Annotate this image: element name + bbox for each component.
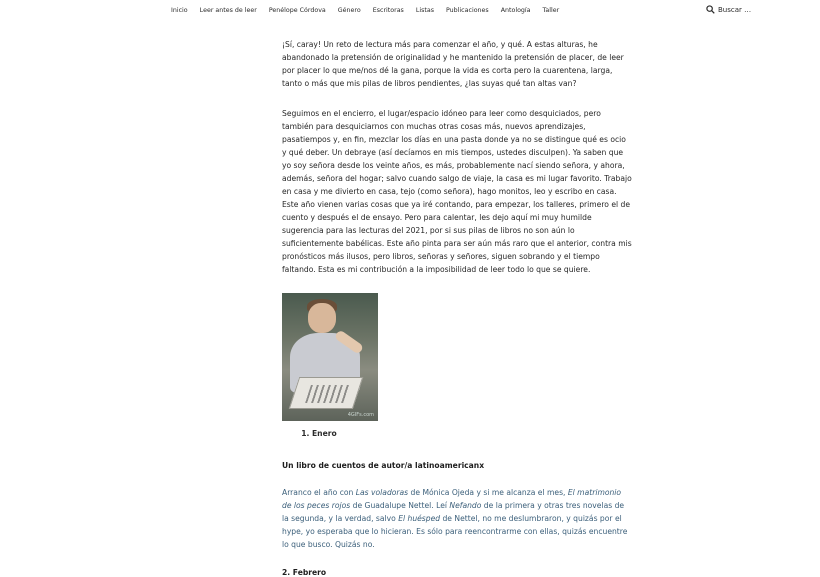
gif-head-shape bbox=[308, 303, 336, 333]
gif-book-lines bbox=[305, 385, 351, 403]
text-segment: de Guadalupe Nettel. Leí bbox=[350, 501, 450, 510]
book-title: El matrimonio de los peces rojos bbox=[282, 488, 622, 510]
text-segment: de Mónica Ojeda y si me alcanza el mes, bbox=[408, 488, 568, 497]
section-heading: Un libro de cuentos de autor/a latinoamericanx bbox=[282, 461, 485, 470]
nav-item-inicio[interactable]: Inicio bbox=[171, 7, 188, 14]
text-segment: de la primera y otras tres novelas de la segunda, y la verdad, salvo bbox=[282, 501, 625, 523]
top-navigation bbox=[0, 0, 820, 22]
nav-item-listas[interactable]: Listas bbox=[415, 7, 434, 14]
book-title: Nefando bbox=[449, 501, 482, 510]
gif-watermark: 4GIFs.com bbox=[347, 412, 374, 418]
text-segment: de Nettel, no me deslumbraron, y quizás por el hype, yo esperaba que lo hicieran. Es sólo para reencontrarme con ellas, quizás encuentre lo que busco. Quizás no. bbox=[282, 514, 628, 549]
book-title: El huésped bbox=[398, 514, 441, 523]
section-heading-febrero: 2. Febrero bbox=[282, 568, 327, 577]
search-icon bbox=[706, 5, 715, 14]
article-content bbox=[282, 38, 632, 577]
nav-item-escritoras[interactable]: Escritoras bbox=[372, 7, 404, 14]
recommendation-paragraph bbox=[282, 486, 632, 551]
nav-item-publicaciones[interactable]: Publicaciones bbox=[445, 7, 489, 14]
nav-item-antologia[interactable]: Antología bbox=[500, 7, 531, 14]
animated-gif-image bbox=[282, 293, 378, 421]
nav-item-leer-antes-de-leer[interactable]: Leer antes de leer bbox=[199, 7, 257, 14]
nav-item-taller[interactable]: Taller bbox=[542, 7, 560, 14]
text-segment: Arranco el año con bbox=[282, 488, 356, 497]
search-label: Buscar … bbox=[718, 5, 752, 14]
nav-links bbox=[171, 7, 571, 14]
body-paragraph: Seguimos en el encierro, el lugar/espacio idóneo para leer como desquiciados, pero también para desquiciarnos con muchas otras cosas más, nuevos aprendizajes, pasatiempos y, en fin, mezclar los días en una pasta donde ya no se distingue qué es ocio y qué deber. Un debraye (así decíamos en mis tiempos, ustedes disculpen). Ya saben que yo soy señora desde los veinte años, es más, probablemente nací siendo señora, y ahora, además, señora del hogar; salvo cuando salgo de viaje, la casa es mi lugar favorito. Trabajo en casa y me divierto en casa, tejo (como señora), hago monitos, leo y escribo en casa. Este año vienen varias cosas que ya iré contando, para empezar, los talleres, primero el de cuento y después el de ensayo. Pero para calentar, les dejo aquí mi muy humilde sugerencia para las lecturas del 2021, por si sus pilas de libros no son aún lo suficientemente babélicas. Este año pinta para ser aún más raro que el anterior, contra mis pronósticos más ilusos, pero libros, señoras y señores, siguen sobrando y el tiempo faltando. Esta es mi contribución a la imposibilidad de leer todo lo que se quiere. bbox=[282, 109, 632, 274]
search-button[interactable] bbox=[706, 5, 751, 14]
intro-paragraph: ¡Sí, caray! Un reto de lectura más para comenzar el año, y qué. A estas alturas, he abandonado la pretensión de originalidad y he mantenido la pretensión de placer, de leer por placer lo que me/nos dé la gana, porque la vida es corta pero la cuarentena, larga, tanto o más que mis pilas de libros pendientes, ¿las suyas qué tan altas van? bbox=[282, 40, 624, 88]
nav-item-genero[interactable]: Género bbox=[337, 7, 361, 14]
book-title: Las voladoras bbox=[355, 488, 409, 497]
nav-item-penelope-cordova[interactable]: Penélope Córdova bbox=[268, 7, 326, 14]
month-list bbox=[282, 429, 632, 438]
list-item-enero: 1. Enero bbox=[312, 429, 632, 438]
